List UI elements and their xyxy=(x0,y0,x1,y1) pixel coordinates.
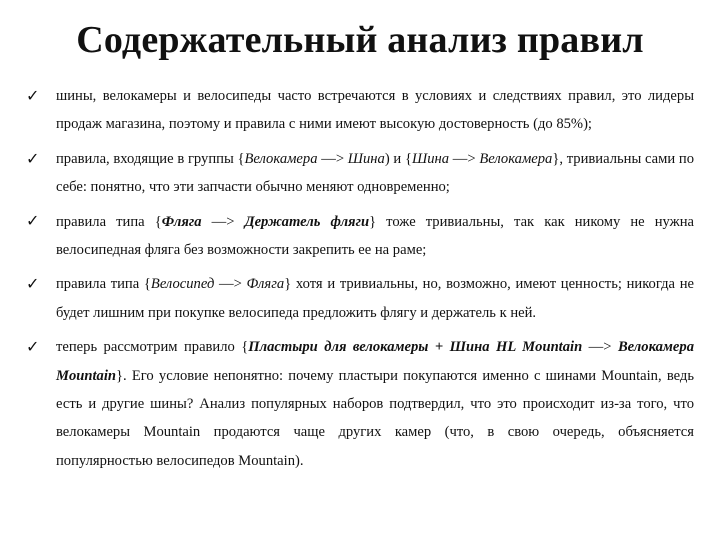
bullet-text: правила типа { xyxy=(56,213,162,230)
checkmark-icon: ✓ xyxy=(26,211,40,231)
rule-term: Шина xyxy=(411,150,450,167)
slide-title: Содержательный анализ правил xyxy=(76,19,644,61)
bullet-item xyxy=(26,333,694,475)
bullet-text: }. Его условие непонятно: почему пластыри покупаются именно с шинами Mountain, ведь есть и другие шины? Анализ популярных наборов подтвердил, что это происходит из-за того, что велокамеры Mountain продаются чаще других камер (что, в свою очередь, объясняется популярностью велосипедов Mountain). xyxy=(56,367,694,469)
rule-term: Велокамера xyxy=(244,150,318,167)
bullet-item xyxy=(26,145,694,202)
bullet-text: шины, велокамеры и велосипеды часто встречаются в условиях и следствиях правил, это лидеры продаж магазина, поэтому и правила с ними имеют высокую достоверность (до 85%); xyxy=(56,88,694,133)
bullet-text: }, тривиальны сами по себе: понятно, что эти запчасти обычно меняют одновременно; xyxy=(56,150,694,196)
rule-term: Велокамера xyxy=(479,150,553,167)
bullet-item xyxy=(26,82,694,139)
bullet-list xyxy=(26,82,694,481)
rule-arrow: —> xyxy=(317,150,348,167)
bullet-text: правила типа { xyxy=(56,276,151,293)
checkmark-icon: ✓ xyxy=(26,148,40,168)
checkmark-icon: ✓ xyxy=(26,337,40,357)
rule-term: Держатель фляги xyxy=(244,213,370,230)
rule-arrow: —> xyxy=(449,150,480,167)
bullet-item xyxy=(26,270,694,327)
rule-arrow: —> xyxy=(214,276,247,293)
rule-term: Фляга xyxy=(246,276,285,293)
bullet-text: } тоже тривиальны, так как никому не нужна велосипедная фляга без возможности закрепить ее на раме; xyxy=(56,213,695,259)
rule-arrow: —> xyxy=(201,213,245,230)
rule-term: Велокамера Mountain xyxy=(56,339,694,384)
checkmark-icon: ✓ xyxy=(26,274,40,294)
checkmark-icon: ✓ xyxy=(26,85,40,105)
rule-term: Фляга xyxy=(161,213,202,230)
bullet-text: теперь рассмотрим правило { xyxy=(56,339,249,356)
bullet-text: ) и { xyxy=(384,150,412,167)
bullet-text: правила, входящие в группы { xyxy=(56,150,245,167)
rule-term: Шина xyxy=(347,150,385,167)
rule-term: Пластыри для велокамеры + Шина HL Mountain xyxy=(248,339,583,356)
rule-term: Велосипед xyxy=(150,276,215,293)
bullet-text: } хотя и тривиальны, но, возможно, имеют ценность; никогда не будет лишним при покупке велосипеда предложить флягу и держатель к ней. xyxy=(56,276,694,321)
rule-arrow: —> xyxy=(582,339,618,356)
bullet-item xyxy=(26,208,694,265)
